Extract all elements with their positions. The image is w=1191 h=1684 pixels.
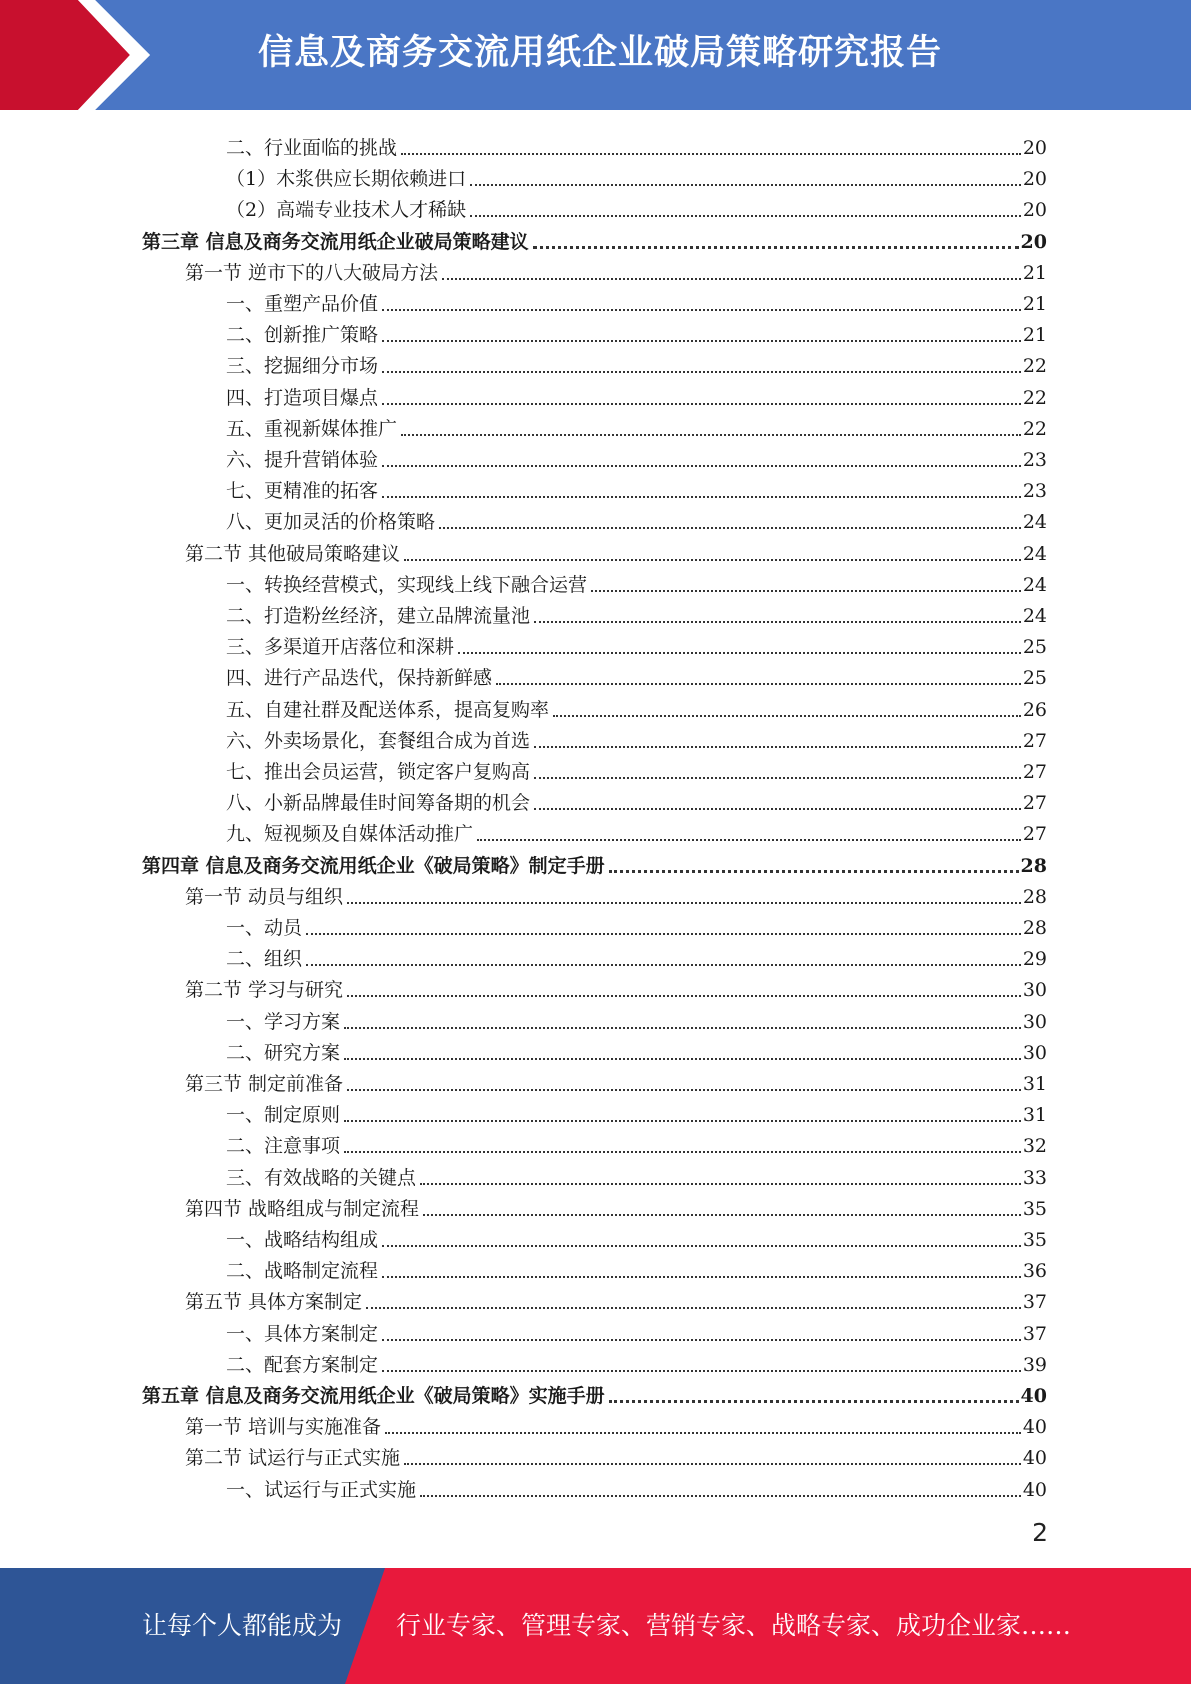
toc-entry-page: 37 — [1022, 1291, 1047, 1314]
dot-leader — [306, 964, 1021, 966]
toc-entry-title: 第五章 信息及商务交流用纸企业《破局策略》实施手册 — [142, 1385, 605, 1407]
toc-entry-section[interactable] — [185, 1283, 1047, 1314]
toc-entry-sub[interactable] — [226, 191, 1047, 222]
toc-entry-page: 40 — [1022, 1416, 1047, 1439]
toc-entry-chapter[interactable] — [142, 223, 1047, 254]
toc-entry-title: 二、行业面临的挑战 — [226, 137, 398, 159]
toc-entry-page: 26 — [1022, 698, 1047, 721]
toc-entry-title: 六、提升营销体验 — [226, 449, 379, 471]
dot-leader — [439, 527, 1021, 529]
toc-entry-page: 20 — [1020, 230, 1047, 253]
toc-entry-section[interactable] — [185, 535, 1047, 566]
dot-leader — [344, 1151, 1021, 1153]
dot-leader — [382, 465, 1021, 467]
toc-entry-item[interactable] — [226, 691, 1047, 722]
toc-entry-title: 一、战略结构组成 — [226, 1229, 379, 1251]
dot-leader — [382, 309, 1021, 311]
dot-leader — [609, 870, 1019, 873]
toc-entry-page: 27 — [1022, 729, 1047, 752]
toc-entry-section[interactable] — [185, 1439, 1047, 1470]
toc-entry-item[interactable] — [226, 1346, 1047, 1377]
toc-entry-title: 第三节 制定前准备 — [185, 1073, 344, 1095]
dot-leader — [344, 1120, 1021, 1122]
dot-leader — [496, 683, 1021, 685]
dot-leader — [382, 371, 1021, 373]
toc-entry-page: 32 — [1022, 1135, 1047, 1158]
toc-entry-title: 一、动员 — [226, 917, 303, 939]
toc-entry-title: 二、注意事项 — [226, 1135, 341, 1158]
toc-entry-title: 二、配套方案制定 — [226, 1353, 379, 1376]
dot-leader — [534, 621, 1021, 623]
toc-entry-page: 24 — [1022, 542, 1047, 565]
toc-entry-page: 30 — [1022, 979, 1047, 1002]
toc-entry-item[interactable] — [226, 347, 1047, 378]
toc-entry-page: 27 — [1022, 792, 1047, 815]
toc-entry-item[interactable] — [226, 909, 1047, 940]
dot-leader — [401, 434, 1021, 436]
dot-leader — [470, 215, 1021, 217]
toc-entry-item[interactable] — [226, 940, 1047, 971]
toc-entry-chapter[interactable] — [142, 1377, 1047, 1408]
toc-entry-page: 40 — [1020, 1385, 1047, 1407]
toc-entry-item[interactable] — [226, 753, 1047, 784]
dot-leader — [344, 1058, 1021, 1060]
toc-entry-item[interactable] — [226, 659, 1047, 690]
toc-entry-page: 23 — [1022, 480, 1047, 503]
toc-entry-title: 二、打造粉丝经济，建立品牌流量池 — [226, 605, 531, 627]
toc-entry-page: 33 — [1022, 1166, 1047, 1189]
toc-entry-title: 九、短视频及自媒体活动推广 — [226, 823, 474, 846]
toc-entry-chapter[interactable] — [142, 847, 1047, 878]
toc-entry-title: 六、外卖场景化，套餐组合成为首选 — [226, 729, 531, 752]
toc-entry-item[interactable] — [226, 1221, 1047, 1252]
toc-entry-title: 二、创新推广策略 — [226, 324, 379, 347]
toc-entry-page: 28 — [1022, 885, 1047, 908]
dot-leader — [382, 1339, 1021, 1341]
toc-entry-section[interactable] — [185, 971, 1047, 1002]
toc-entry-page: 22 — [1022, 386, 1047, 409]
dot-leader — [382, 496, 1021, 498]
toc-entry-page: 24 — [1022, 573, 1047, 596]
dot-leader — [382, 403, 1021, 405]
dot-leader — [347, 902, 1021, 904]
footer-slogan-right: 行业专家、管理专家、营销专家、战略专家、成功企业家…… — [396, 1611, 1072, 1640]
toc-entry-title: 二、组织 — [226, 948, 303, 971]
toc-entry-title: 第四章 信息及商务交流用纸企业《破局策略》制定手册 — [142, 854, 605, 877]
dot-leader — [344, 1027, 1021, 1029]
toc-entry-title: 第一节 动员与组织 — [185, 885, 344, 908]
dot-leader — [553, 715, 1021, 717]
toc-entry-title: （1）木浆供应长期依赖进口 — [226, 168, 467, 191]
toc-entry-item[interactable] — [226, 597, 1047, 628]
toc-entry-page: 31 — [1022, 1104, 1047, 1127]
toc-entry-item[interactable] — [226, 1034, 1047, 1065]
toc-entry-page: 28 — [1020, 854, 1047, 877]
footer-banner — [0, 1568, 1191, 1684]
toc-entry-title: 二、战略制定流程 — [226, 1260, 379, 1283]
toc-entry-title: 四、打造项目爆点 — [226, 386, 379, 409]
toc-entry-title: 第一节 逆市下的八大破局方法 — [185, 261, 439, 284]
toc-entry-item[interactable] — [226, 1127, 1047, 1158]
toc-entry-title: 第二节 其他破局策略建议 — [185, 542, 401, 565]
toc-entry-page: 39 — [1022, 1353, 1047, 1376]
dot-leader — [458, 652, 1021, 654]
toc-entry-page: 24 — [1022, 511, 1047, 534]
toc-entry-page: 22 — [1022, 417, 1047, 440]
toc-entry-title: 第三章 信息及商务交流用纸企业破局策略建议 — [142, 230, 529, 253]
toc-entry-page: 36 — [1022, 1260, 1047, 1283]
toc-entry-section[interactable] — [185, 1408, 1047, 1439]
toc-entry-page: 35 — [1022, 1197, 1047, 1220]
toc-entry-item[interactable] — [226, 1096, 1047, 1127]
toc-entry-title: 三、有效战略的关键点 — [226, 1166, 417, 1189]
dot-leader — [306, 933, 1021, 935]
toc-entry-item[interactable] — [226, 472, 1047, 503]
dot-leader — [382, 340, 1021, 342]
toc-entry-page: 23 — [1022, 449, 1047, 471]
toc-entry-page: 25 — [1022, 636, 1047, 659]
toc-entry-page: 40 — [1022, 1478, 1047, 1501]
toc-entry-page: 21 — [1022, 261, 1047, 284]
toc-entry-title: 二、研究方案 — [226, 1041, 341, 1064]
dot-leader — [420, 1183, 1021, 1185]
toc-entry-page: 40 — [1022, 1447, 1047, 1470]
toc-entry-title: 第五节 具体方案制定 — [185, 1291, 363, 1314]
toc-entry-title: 一、学习方案 — [226, 1010, 341, 1033]
toc-entry-item[interactable] — [226, 129, 1047, 160]
toc-entry-page: 21 — [1022, 293, 1047, 315]
dot-leader — [382, 1245, 1021, 1247]
dot-leader — [382, 1276, 1021, 1278]
toc-entry-title: 第四节 战略组成与制定流程 — [185, 1197, 420, 1220]
dot-leader — [534, 746, 1021, 748]
toc-entry-item[interactable] — [226, 410, 1047, 441]
toc-entry-title: 一、试运行与正式实施 — [226, 1478, 417, 1501]
page-number: 2 — [1032, 1518, 1048, 1547]
toc-entry-page: 37 — [1022, 1322, 1047, 1345]
toc-entry-title: 一、制定原则 — [226, 1104, 341, 1127]
dot-leader — [385, 1432, 1021, 1434]
toc-entry-title: 一、重塑产品价值 — [226, 293, 379, 315]
dot-leader — [591, 590, 1021, 592]
toc-entry-page: 27 — [1022, 823, 1047, 846]
toc-entry-page: 20 — [1022, 137, 1047, 159]
toc-entry-item[interactable] — [226, 1315, 1047, 1346]
toc-entry-item[interactable] — [226, 1471, 1047, 1502]
toc-entry-item[interactable] — [226, 628, 1047, 659]
toc-entry-item[interactable] — [226, 1252, 1047, 1283]
toc-entry-item[interactable] — [226, 379, 1047, 410]
toc-entry-page: 20 — [1022, 168, 1047, 191]
toc-entry-item[interactable] — [226, 566, 1047, 597]
toc-entry-page: 35 — [1022, 1229, 1047, 1251]
toc-entry-item[interactable] — [226, 722, 1047, 753]
dot-leader — [609, 1400, 1019, 1403]
dot-leader — [423, 1214, 1021, 1216]
dot-leader — [347, 1089, 1021, 1091]
toc-entry-title: 三、挖掘细分市场 — [226, 355, 379, 378]
toc-entry-title: 五、自建社群及配送体系，提高复购率 — [226, 698, 550, 721]
toc-entry-title: 七、推出会员运营，锁定客户复购高 — [226, 761, 531, 783]
toc-entry-page: 30 — [1022, 1010, 1047, 1033]
dot-leader — [442, 278, 1021, 280]
toc-entry-title: 八、更加灵活的价格策略 — [226, 511, 436, 534]
dot-leader — [366, 1307, 1021, 1309]
toc-entry-title: 四、进行产品迭代，保持新鲜感 — [226, 667, 493, 690]
toc-entry-title: （2）高端专业技术人才稀缺 — [226, 199, 467, 222]
dot-leader — [401, 153, 1021, 155]
toc-entry-item[interactable] — [226, 441, 1047, 472]
toc-entry-page: 22 — [1022, 355, 1047, 378]
toc-entry-title: 五、重视新媒体推广 — [226, 417, 398, 440]
toc-entry-title: 第一节 培训与实施准备 — [185, 1416, 382, 1439]
toc-entry-item[interactable] — [226, 285, 1047, 316]
toc-entry-section[interactable] — [185, 878, 1047, 909]
toc-entry-title: 第二节 试运行与正式实施 — [185, 1447, 401, 1470]
dot-leader — [533, 246, 1019, 249]
toc-entry-title: 第二节 学习与研究 — [185, 979, 344, 1002]
toc-entry-page: 27 — [1022, 761, 1047, 783]
dot-leader — [534, 777, 1021, 779]
toc-entry-item[interactable] — [226, 815, 1047, 846]
toc-entry-page: 25 — [1022, 667, 1047, 690]
arrow-decoration — [0, 0, 160, 110]
report-title: 信息及商务交流用纸企业破局策略研究报告 — [258, 33, 943, 73]
toc-entry-section[interactable] — [185, 1065, 1047, 1096]
toc-entry-title: 七、更精准的拓客 — [226, 480, 379, 503]
toc-entry-item[interactable] — [226, 1003, 1047, 1034]
dot-leader — [347, 995, 1021, 997]
toc-entry-title: 一、转换经营模式，实现线上线下融合运营 — [226, 573, 588, 596]
toc-entry-page: 31 — [1022, 1073, 1047, 1095]
toc-entry-section[interactable] — [185, 254, 1047, 285]
dot-leader — [404, 559, 1021, 561]
footer-slogan-left: 让每个人都能成为 — [142, 1611, 343, 1640]
toc-entry-sub[interactable] — [226, 160, 1047, 191]
toc-entry-section[interactable] — [185, 1190, 1047, 1221]
toc-entry-page: 29 — [1022, 948, 1047, 971]
dot-leader — [382, 1370, 1021, 1372]
toc-entry-item[interactable] — [226, 1159, 1047, 1190]
dot-leader — [534, 808, 1021, 810]
dot-leader — [420, 1495, 1021, 1497]
toc-entry-page: 21 — [1022, 324, 1047, 347]
dot-leader — [477, 839, 1021, 841]
toc-entry-title: 一、具体方案制定 — [226, 1322, 379, 1345]
dot-leader — [470, 184, 1021, 186]
header-banner — [0, 0, 1191, 110]
toc-entry-page: 28 — [1022, 917, 1047, 939]
toc-entry-page: 24 — [1022, 605, 1047, 627]
dot-leader — [404, 1463, 1021, 1465]
toc-entry-item[interactable] — [226, 784, 1047, 815]
toc-entry-page: 30 — [1022, 1041, 1047, 1064]
toc-entry-title: 三、多渠道开店落位和深耕 — [226, 636, 455, 659]
toc-entry-page: 20 — [1022, 199, 1047, 222]
toc-entry-item[interactable] — [226, 503, 1047, 534]
toc-entry-title: 八、小新品牌最佳时间筹备期的机会 — [226, 792, 531, 815]
toc-entry-item[interactable] — [226, 316, 1047, 347]
